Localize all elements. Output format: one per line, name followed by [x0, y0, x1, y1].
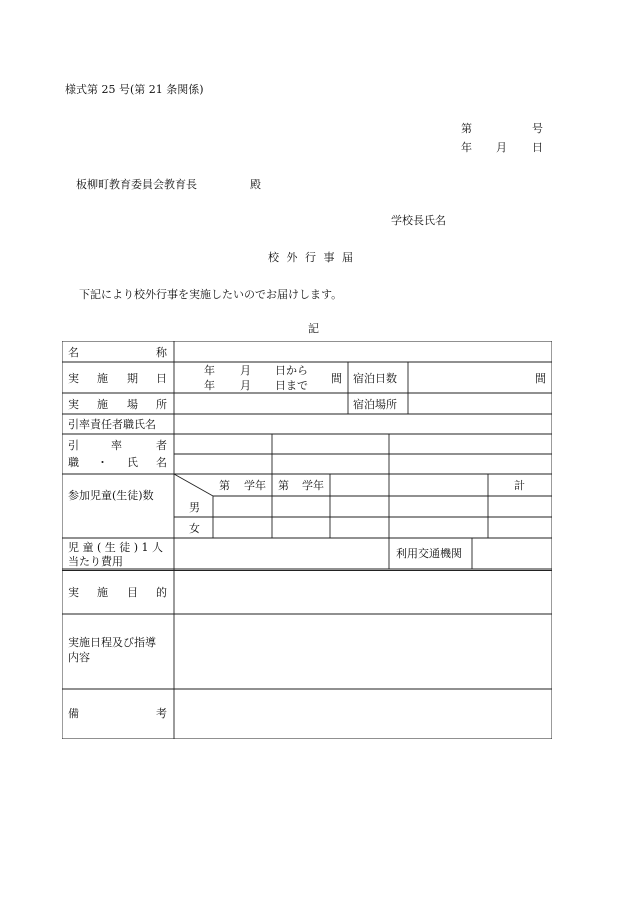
label-cost-line1: 児 童 ( 生 徒 ) 1 人 [68, 541, 164, 554]
doc-number-suffix: 号 [532, 122, 543, 135]
stay-days-unit: 間 [535, 372, 546, 385]
label-total: 計 [514, 479, 525, 492]
label-purpose-4: 的 [156, 586, 167, 599]
label-purpose-1: 実 [68, 586, 79, 599]
addressee-name: 板柳町教育委員会教育長 [76, 178, 197, 191]
label-schedule-line2: 内容 [68, 651, 90, 664]
label-cost-line2: 当たり費用 [68, 555, 123, 568]
label-leader: 引率責任者職氏名 [68, 418, 156, 431]
label-escort-title-2: ・ [97, 456, 108, 469]
period-from-month: 月 [240, 364, 251, 377]
principal-name-label: 学校長氏名 [391, 214, 446, 227]
label-place-1: 実 [68, 398, 79, 411]
label-escort-3: 者 [156, 439, 167, 452]
label-name-2: 称 [156, 346, 167, 359]
label-female: 女 [189, 522, 200, 535]
grade2-suffix: 学年 [302, 479, 324, 492]
grade1-prefix: 第 [219, 479, 230, 492]
doc-number-prefix: 第 [461, 122, 472, 135]
period-from-year: 年 [204, 364, 215, 377]
form-table [62, 341, 552, 739]
date-year: 年 [461, 141, 472, 154]
label-period-2: 施 [97, 372, 108, 385]
label-stay-place: 宿泊場所 [353, 398, 397, 411]
label-period-3: 期 [127, 372, 138, 385]
label-place-2: 施 [97, 398, 108, 411]
period-to-year: 年 [204, 379, 215, 392]
date-month: 月 [496, 141, 507, 154]
label-period-4: 日 [156, 372, 167, 385]
period-days-unit: 間 [331, 372, 342, 385]
label-place-3: 場 [127, 398, 138, 411]
label-purpose-2: 施 [97, 586, 108, 599]
label-period-1: 実 [68, 372, 79, 385]
period-from-suffix: 日から [275, 364, 308, 377]
label-participants: 参加児童(生徒)数 [68, 489, 154, 502]
label-escort-1: 引 [68, 439, 79, 452]
period-to-suffix: 日まで [275, 379, 308, 392]
label-place-4: 所 [156, 398, 167, 411]
date-day: 日 [532, 141, 543, 154]
label-purpose-3: 目 [127, 586, 138, 599]
ki-mark: 記 [308, 322, 319, 335]
intro-text: 下記により校外行事を実施したいのでお届けします。 [79, 288, 343, 301]
label-remarks-1: 備 [68, 707, 79, 720]
document-title: 校 外 行 事 届 [268, 251, 355, 264]
grade2-prefix: 第 [278, 479, 289, 492]
label-escort-title-3: 氏 [127, 456, 138, 469]
label-name-1: 名 [68, 346, 79, 359]
label-escort-2: 率 [111, 439, 122, 452]
grade1-suffix: 学年 [244, 479, 266, 492]
addressee-honorific: 殿 [250, 178, 261, 191]
label-remarks-2: 考 [156, 707, 167, 720]
label-transport: 利用交通機関 [396, 547, 462, 560]
label-schedule-line1: 実施日程及び指導 [68, 636, 156, 649]
label-escort-title-4: 名 [156, 456, 167, 469]
period-to-month: 月 [240, 379, 251, 392]
label-male: 男 [189, 501, 200, 514]
label-escort-title-1: 職 [68, 456, 79, 469]
label-stay-days: 宿泊日数 [353, 372, 397, 385]
form-number: 様式第 25 号(第 21 条関係) [65, 83, 204, 96]
